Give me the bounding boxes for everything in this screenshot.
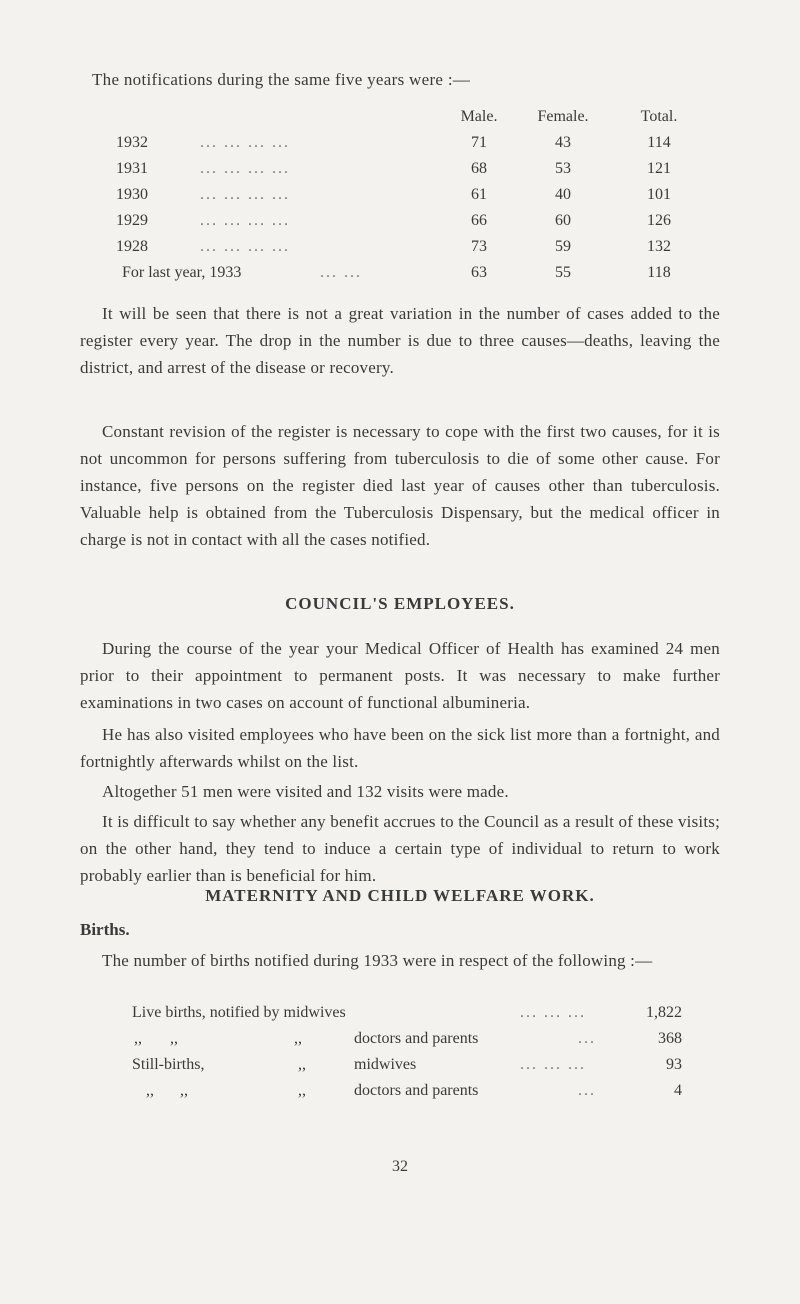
row-year: 1928 bbox=[116, 238, 148, 255]
row-total: 114 bbox=[647, 134, 671, 151]
header-male: Male. bbox=[460, 108, 498, 125]
list-item bbox=[0, 1030, 800, 1056]
row-year: 1931 bbox=[116, 160, 148, 177]
row-year: 1932 bbox=[116, 134, 148, 151]
birth-source: doctors and parents bbox=[354, 1030, 479, 1047]
row-male: 71 bbox=[471, 134, 487, 151]
birth-category: Live births, notified by midwives bbox=[132, 1004, 346, 1021]
heading-births: Births. bbox=[80, 920, 130, 939]
row-male: 68 bbox=[471, 160, 487, 177]
row-female: 55 bbox=[555, 264, 571, 281]
row-female: 60 bbox=[555, 212, 571, 229]
row-female: 43 bbox=[555, 134, 571, 151]
row-dots: ... ... ... ... bbox=[200, 238, 290, 255]
row-male: 66 bbox=[471, 212, 487, 229]
row-total: 101 bbox=[647, 186, 671, 203]
ditto-mark: ,, bbox=[294, 1030, 302, 1047]
paragraph-sick-list: He has also visited employees who have been on the sick list more than a fortnight, and fortnightly afterwards whilst on the list. bbox=[80, 725, 720, 771]
table-row bbox=[0, 134, 800, 158]
birth-value: 93 bbox=[666, 1056, 682, 1073]
notifications-header-row bbox=[0, 108, 800, 132]
birth-source: doctors and parents bbox=[354, 1082, 479, 1099]
row-year: 1929 bbox=[116, 212, 148, 229]
birth-category: Still-births, bbox=[132, 1056, 205, 1073]
paragraph-births-intro: The number of births notified during 1933 were in respect of the following :— bbox=[102, 951, 653, 970]
table-row bbox=[0, 186, 800, 210]
heading-maternity: MATERNITY AND CHILD WELFARE WORK. bbox=[205, 886, 595, 905]
ditto-mark: ,, bbox=[298, 1056, 306, 1073]
row-female: 53 bbox=[555, 160, 571, 177]
row-dots: ... ... ... ... bbox=[200, 134, 290, 151]
header-female: Female. bbox=[537, 108, 589, 125]
row-dots: ... ... bbox=[320, 264, 362, 281]
notifications-intro: The notifications during the same five years were :— bbox=[92, 70, 471, 89]
row-year: 1930 bbox=[116, 186, 148, 203]
ditto-mark: ,, bbox=[180, 1082, 188, 1099]
paragraph-benefit: It is difficult to say whether any benefit accrues to the Council as a result of these visits; on the other hand, they tend to induce a certain type of individual to return to work probably earlier than is beneficial for him. bbox=[80, 812, 720, 885]
row-total: 118 bbox=[647, 264, 671, 281]
table-row bbox=[0, 160, 800, 184]
paragraph-examinations: During the course of the year your Medical Officer of Health has examined 24 men prior to their appointment to permanent posts. It was necessary to make further examinations in two cases on account of functional albumineria. bbox=[80, 639, 720, 712]
row-total: 126 bbox=[647, 212, 671, 229]
row-year: For last year, 1933 bbox=[122, 264, 242, 281]
ditto-mark: ,, bbox=[146, 1082, 154, 1099]
paragraph-register-revision: Constant revision of the register is necessary to cope with the first two causes, for it is not uncommon for persons suffering from tuberculosis to die of some other cause. For instance, five persons on the register died last year of causes other than tuberculosis. Valuable help is obtained from the Tuberculosis Dispensary, but the medical officer in charge is not in contact with all the cases notified. bbox=[80, 422, 720, 549]
ditto-mark: ,, bbox=[298, 1082, 306, 1099]
birth-source: midwives bbox=[354, 1056, 417, 1073]
table-row bbox=[0, 212, 800, 236]
ditto-mark: ,, bbox=[134, 1030, 142, 1047]
table-row bbox=[0, 238, 800, 262]
row-male: 61 bbox=[471, 186, 487, 203]
row-dots: ... ... ... ... bbox=[200, 212, 290, 229]
birth-dots: ... bbox=[578, 1082, 596, 1099]
birth-dots: ... bbox=[578, 1030, 596, 1047]
table-row bbox=[0, 264, 800, 288]
heading-councils-employees: COUNCIL'S EMPLOYEES. bbox=[285, 594, 515, 613]
birth-dots: ... ... ... bbox=[520, 1056, 586, 1073]
paragraph-visits: Altogether 51 men were visited and 132 visits were made. bbox=[102, 782, 509, 801]
row-female: 40 bbox=[555, 186, 571, 203]
row-male: 73 bbox=[471, 238, 487, 255]
row-male: 63 bbox=[471, 264, 487, 281]
row-dots: ... ... ... ... bbox=[200, 160, 290, 177]
birth-value: 1,822 bbox=[646, 1004, 682, 1021]
list-item bbox=[0, 1056, 800, 1082]
row-female: 59 bbox=[555, 238, 571, 255]
ditto-mark: ,, bbox=[170, 1030, 178, 1047]
row-total: 132 bbox=[647, 238, 671, 255]
paragraph-variation: It will be seen that there is not a great variation in the number of cases added to the register every year. The drop in the number is due to three causes—deaths, leaving the district, and arrest of the disease or recovery. bbox=[80, 304, 720, 377]
birth-value: 4 bbox=[674, 1082, 682, 1099]
birth-dots: ... ... ... bbox=[520, 1004, 586, 1021]
list-item bbox=[0, 1082, 800, 1108]
birth-value: 368 bbox=[658, 1030, 682, 1047]
row-dots: ... ... ... ... bbox=[200, 186, 290, 203]
header-total: Total. bbox=[640, 108, 678, 125]
page-number: 32 bbox=[392, 1158, 408, 1175]
row-total: 121 bbox=[647, 160, 671, 177]
list-item bbox=[0, 1004, 800, 1030]
